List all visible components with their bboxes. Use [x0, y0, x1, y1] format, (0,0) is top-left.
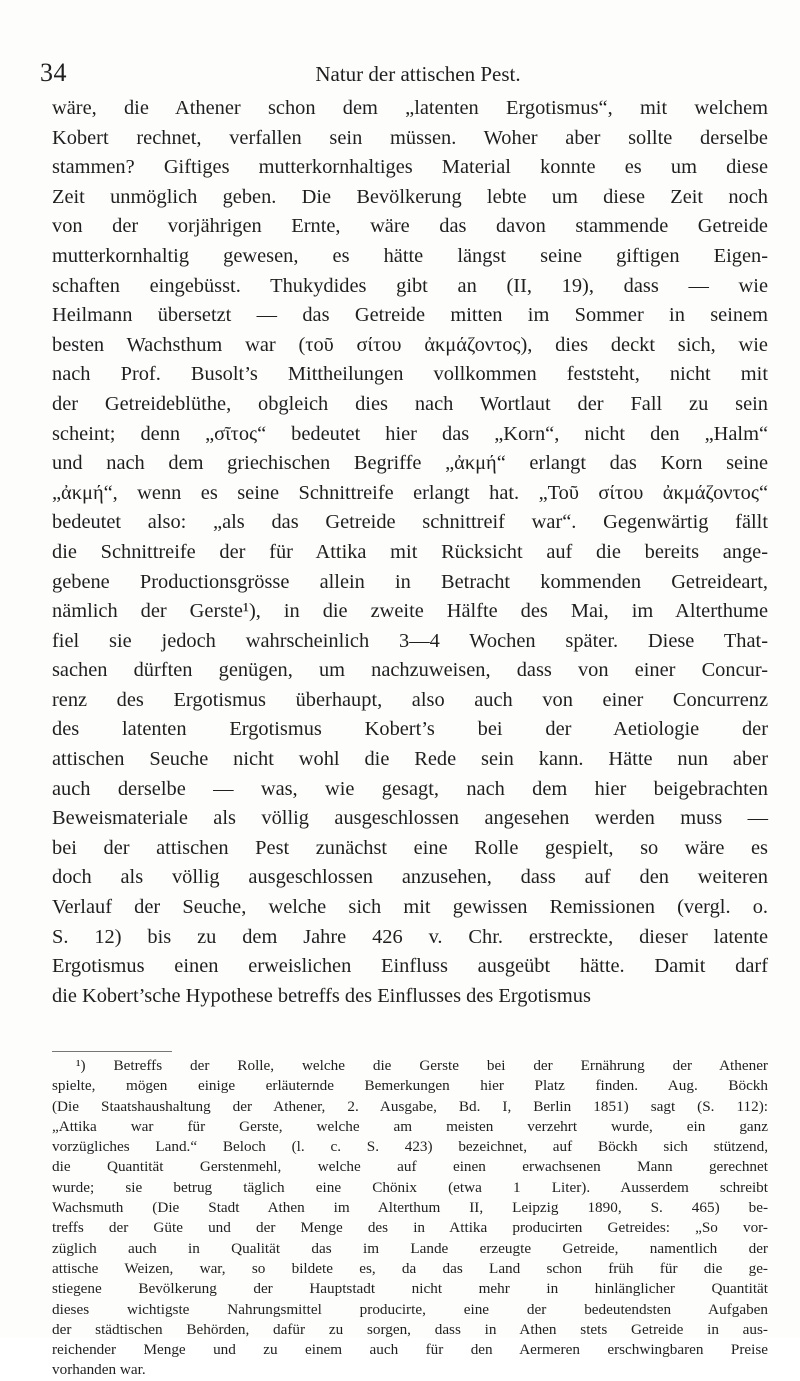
page-number: 34: [40, 58, 67, 87]
footnote-line: „Attika war für Gerste, welche am meisten verzehrt wurde, ein ganz: [52, 1117, 768, 1135]
body-line: gebene Productionsgrösse allein in Betracht kommenden Getreideart,: [52, 570, 768, 593]
body-line: bedeutet also: „als das Getreide schnittreif war“. Gegenwärtig fällt: [52, 511, 768, 534]
footnote-line: vorhanden war.: [52, 1361, 146, 1379]
footnote-line: züglich auch in Qualität das im Lande erzeugte Getreide, namentlich der: [52, 1239, 768, 1257]
body-line: mutterkornhaltig gewesen, es hätte längst seine giftigen Eigen-: [52, 244, 768, 267]
footnote-line: stiegene Bevölkerung der Hauptstadt nicht mehr in hinlänglicher Quantität: [52, 1280, 768, 1298]
body-line: fiel sie jedoch wahrscheinlich 3—4 Wochen später. Diese That-: [52, 629, 768, 652]
body-line: bei der attischen Pest zunächst eine Rolle gespielt, so wäre es: [52, 836, 768, 859]
body-line: scheint; denn „σῖτος“ bedeutet hier das „Korn“, nicht den „Halm“: [52, 422, 768, 445]
footnote-line: Wachsmuth (Die Stadt Athen im Alterthum II, Leipzig 1890, S. 465) be-: [52, 1199, 768, 1217]
footnote-line: spielte, mögen einige erläuternde Bemerkungen hier Platz finden. Aug. Böckh: [52, 1077, 768, 1095]
body-line: des latenten Ergotismus Kobert’s bei der Aetiologie der: [52, 718, 768, 741]
body-line: schaften eingebüsst. Thukydides gibt an (II, 19), dass — wie: [52, 274, 768, 297]
footnote-line: reichender Menge und zu einem auch für den Aermeren erschwingbaren Preise: [52, 1341, 768, 1359]
body-line: nach Prof. Busolt’s Mittheilungen vollkommen feststeht, nicht mit: [52, 363, 768, 386]
footnote-line: attische Weizen, war, so bildete es, da das Land schon früh für die ge-: [52, 1259, 768, 1277]
body-line: renz des Ergotismus überhaupt, also auch von einer Concurrenz: [52, 688, 768, 711]
body-line: doch als völlig ausgeschlossen anzusehen, dass auf den weiteren: [52, 866, 768, 889]
footnote-line: der städtischen Behörden, dafür zu sorgen, dass in Athen stets Getreide in aus-: [52, 1320, 768, 1338]
body-line: Kobert rechnet, verfallen sein müssen. Woher aber sollte derselbe: [52, 126, 768, 149]
footnote: [52, 1056, 768, 1381]
body-line: die Kobert’sche Hypothese betreffs des Einflusses des Ergotismus: [52, 984, 591, 1007]
body-line: auch derselbe — was, wie gesagt, nach dem hier beigebrachten: [52, 777, 768, 800]
body-line: Zeit unmöglich geben. Die Bevölkerung lebte um diese Zeit noch: [52, 185, 768, 208]
body-line: Ergotismus einen erweislichen Einfluss ausgeübt hätte. Damit darf: [52, 955, 768, 978]
footnote-rule: [52, 1051, 172, 1052]
footnote-line: dieses wichtigste Nahrungsmittel producirte, eine der bedeutendsten Aufgaben: [52, 1300, 768, 1318]
body-line: wäre, die Athener schon dem „latenten Ergotismus“, mit welchem: [52, 97, 768, 119]
running-head: Natur der attischen Pest.: [315, 62, 521, 86]
body-line: Verlauf der Seuche, welche sich mit gewissen Remissionen (vergl. o.: [52, 896, 768, 919]
body-line: Beweismateriale als völlig ausgeschlossen angesehen werden muss —: [52, 807, 768, 830]
footnote-line: (Die Staatshaushaltung der Athener, 2. Ausgabe, Bd. I, Berlin 1851) sagt (S. 112):: [52, 1097, 768, 1115]
body-text: [52, 94, 768, 1011]
body-line: und nach dem griechischen Begriffe „ἀκμή“ erlangt das Korn seine: [52, 452, 768, 475]
body-line: sachen dürften genügen, um nachzuweisen, dass von einer Concur-: [52, 659, 768, 682]
body-line: „ἀκμή“, wenn es seine Schnittreife erlangt hat. „Τοῦ σίτου ἀκμάζοντος“: [52, 481, 768, 504]
body-line: nämlich der Gerste¹), in die zweite Hälfte des Mai, im Alterthume: [52, 600, 768, 623]
body-line: attischen Seuche nicht wohl die Rede sein kann. Hätte nun aber: [52, 748, 768, 771]
body-line: von der vorjährigen Ernte, wäre das davon stammende Getreide: [52, 215, 768, 238]
footnote-line: vorzügliches Land.“ Beloch (l. c. S. 423) bezeichnet, auf Böckh sich stützend,: [52, 1138, 768, 1156]
body-line: der Getreideblüthe, obgleich dies nach Wortlaut der Fall zu sein: [52, 392, 768, 415]
footnote-line: ¹) Betreffs der Rolle, welche die Gerste bei der Ernährung der Athener: [76, 1057, 768, 1074]
body-line: die Schnittreife der für Attika mit Rücksicht auf die bereits ange-: [52, 540, 768, 563]
footnote-line: wurde; sie betrug täglich eine Chönix (etwa 1 Liter). Ausserdem schreibt: [52, 1178, 768, 1196]
body-line: Heilmann übersetzt — das Getreide mitten im Sommer in seinem: [52, 304, 768, 327]
footnote-line: die Quantität Gerstenmehl, welche auf einen erwachsenen Mann gerechnet: [52, 1158, 768, 1176]
body-line: besten Wachsthum war (τοῦ σίτου ἀκμάζοντος), dies deckt sich, wie: [52, 333, 768, 356]
body-line: S. 12) bis zu dem Jahre 426 v. Chr. erstreckte, dieser latente: [52, 925, 768, 948]
footnote-line: treffs der Güte und der Menge des in Attika producirten Getreides: „So vor-: [52, 1219, 768, 1237]
page-header: [40, 58, 766, 88]
body-line: stammen? Giftiges mutterkornhaltiges Material konnte es um diese: [52, 156, 768, 179]
